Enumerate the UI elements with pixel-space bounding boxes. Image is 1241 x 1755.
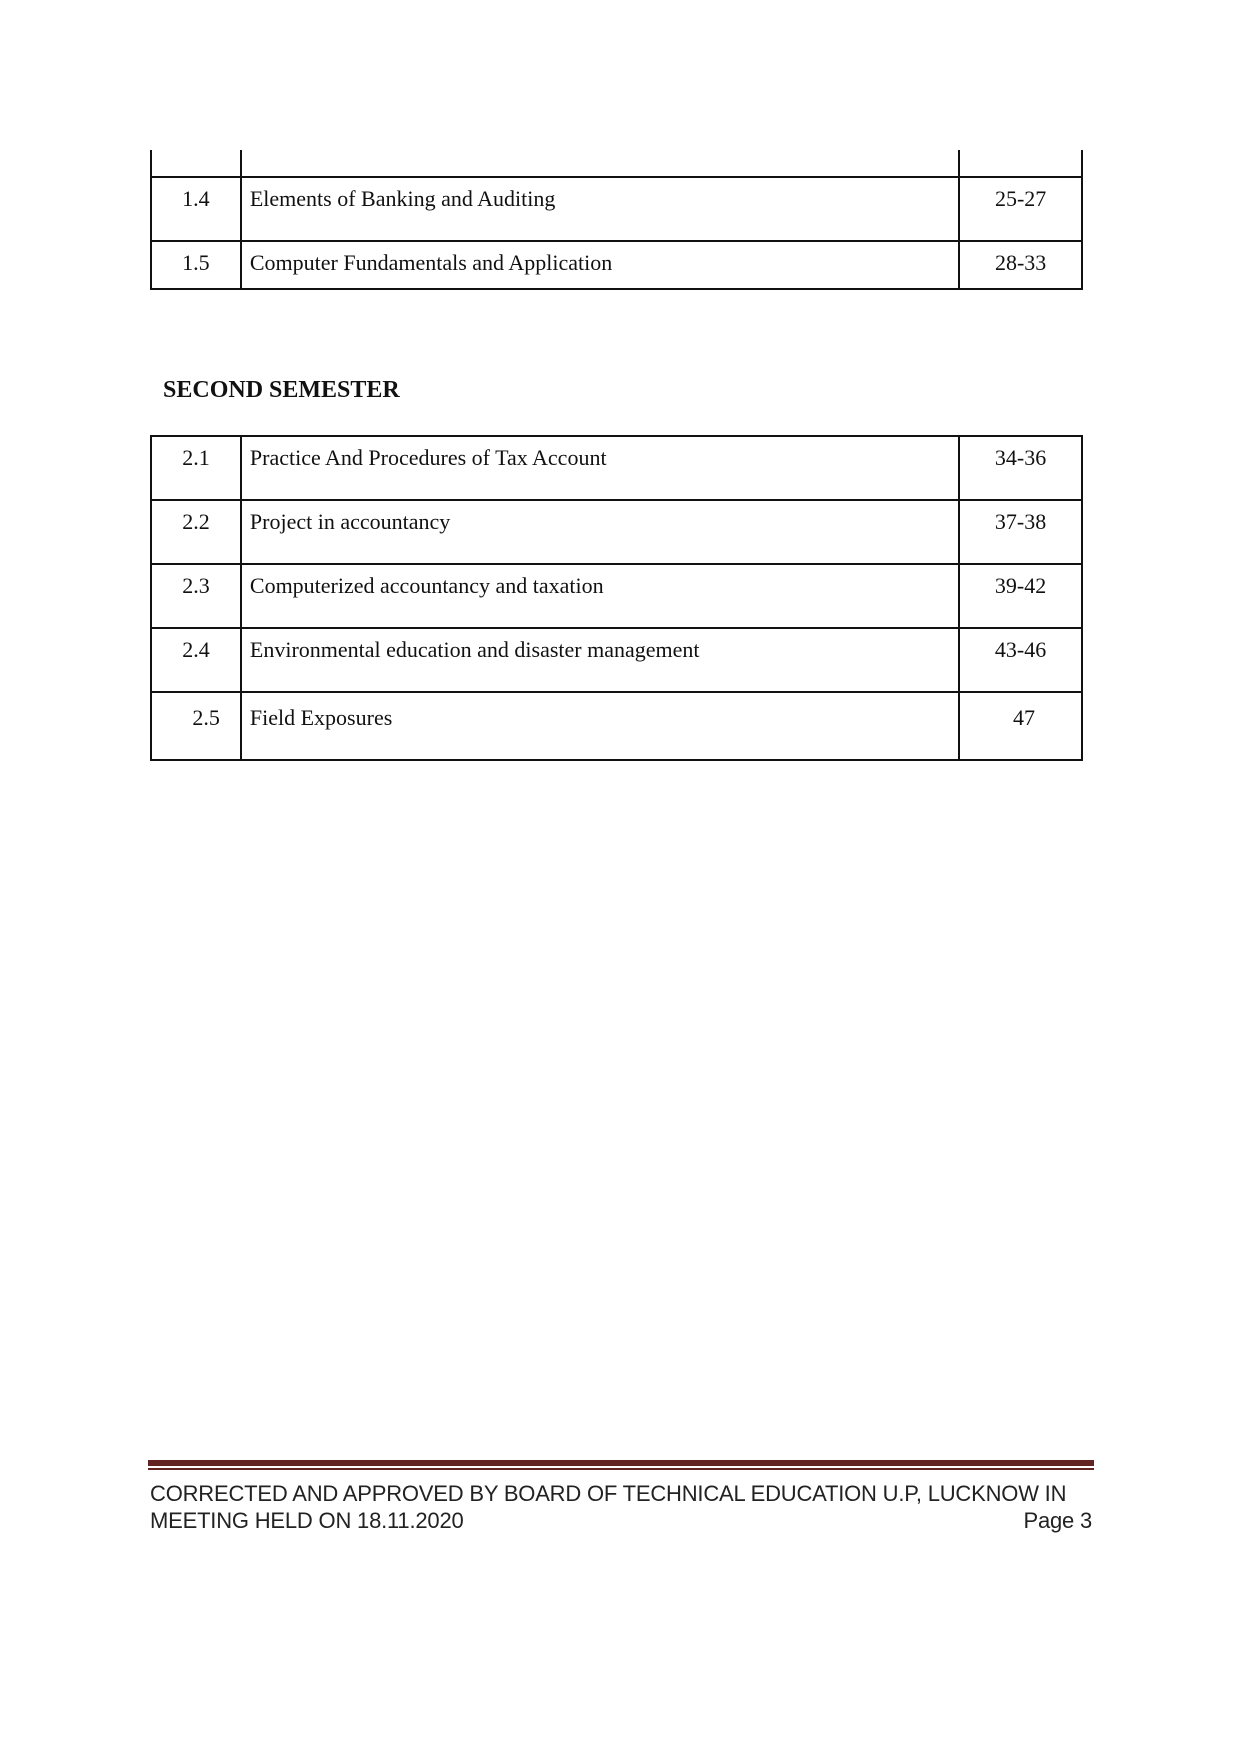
subject-number: 2.3 — [151, 564, 241, 628]
subject-number: 2.4 — [151, 628, 241, 692]
page-range: 34-36 — [959, 436, 1082, 500]
table-row — [151, 628, 1082, 692]
subject-title: Computer Fundamentals and Application — [241, 241, 959, 289]
page-range: 37-38 — [959, 500, 1082, 564]
subject-number: 1.4 — [151, 177, 241, 241]
page-range: 43-46 — [959, 628, 1082, 692]
subject-title: Project in accountancy — [241, 500, 959, 564]
footer-approval-text-line1: CORRECTED AND APPROVED BY BOARD OF TECHNICAL EDUCATION U.P, LUCKNOW IN — [150, 1481, 1067, 1506]
subject-number: 2.2 — [151, 500, 241, 564]
page-range: 47 — [959, 692, 1082, 760]
page-number: Page 3 — [1023, 1508, 1092, 1533]
table-row — [151, 564, 1082, 628]
subject-number: 2.5 — [151, 692, 241, 760]
subject-title: Elements of Banking and Auditing — [241, 177, 959, 241]
page-range: 39-42 — [959, 564, 1082, 628]
table-row — [151, 436, 1082, 500]
footer-approval-text-line2: MEETING HELD ON 18.11.2020 — [150, 1508, 464, 1533]
subject-title: Field Exposures — [241, 692, 959, 760]
section-heading-second-semester: SECOND SEMESTER — [163, 377, 400, 403]
footer-divider-thin — [148, 1468, 1094, 1470]
table-row-partial — [151, 150, 1082, 177]
table-row — [151, 241, 1082, 289]
subject-number: 1.5 — [151, 241, 241, 289]
second-semester-table — [150, 435, 1083, 761]
table-row — [151, 692, 1082, 760]
subject-title: Computerized accountancy and taxation — [241, 564, 959, 628]
footer-divider — [148, 1460, 1094, 1466]
subject-title: Environmental education and disaster management — [241, 628, 959, 692]
page-footer — [150, 1480, 1092, 1534]
table-row — [151, 177, 1082, 241]
page-range: 25-27 — [959, 177, 1082, 241]
first-semester-table-continued — [150, 150, 1083, 290]
page-range: 28-33 — [959, 241, 1082, 289]
subject-number: 2.1 — [151, 436, 241, 500]
subject-title: Practice And Procedures of Tax Account — [241, 436, 959, 500]
table-row — [151, 500, 1082, 564]
